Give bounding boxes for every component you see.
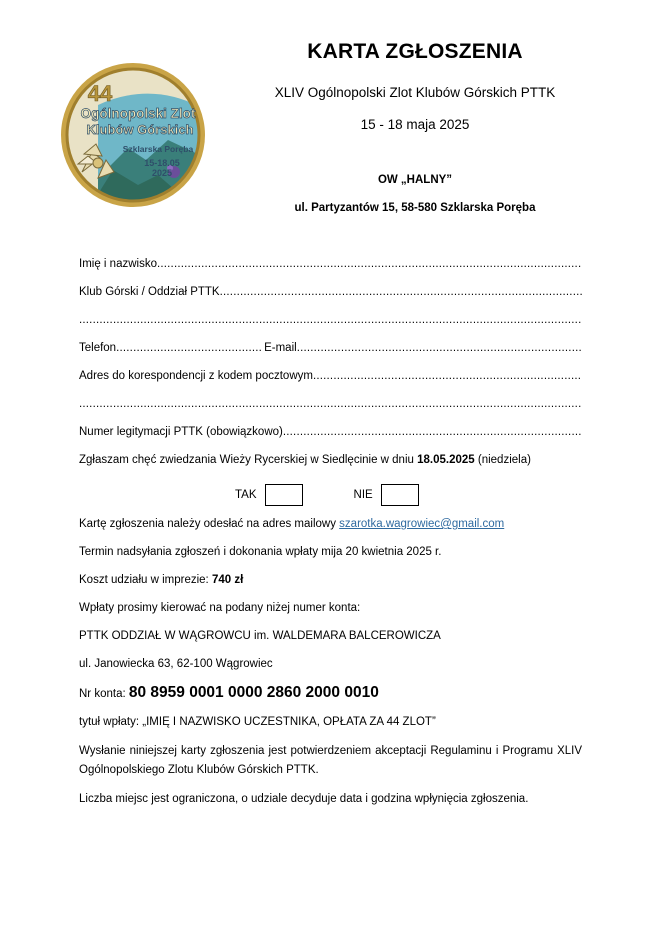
logo-dates: 15-18.05 [144, 158, 180, 168]
contact-email-link[interactable]: szarotka.wagrowiec@gmail.com [339, 518, 505, 530]
name-dotted-line[interactable] [157, 258, 582, 270]
nie-label: NIE [353, 489, 373, 501]
email-dotted-line[interactable] [297, 342, 582, 354]
payment-intro: Wpłaty prosimy kierować na podany niżej numer konta: [79, 602, 361, 614]
phone-label: Telefon [79, 342, 117, 354]
page-title: KARTA ZGŁOSZENIA [307, 40, 523, 63]
send-instruction [79, 510, 582, 538]
postal-address-dotted-line[interactable] [313, 370, 582, 382]
venue-address: ul. Partyzantów 15, 58-580 Szklarska Poręba [294, 202, 536, 214]
cost-text [79, 566, 582, 594]
tak-checkbox[interactable] [265, 484, 303, 506]
logo-line1: Ogólnopolski Zlot [80, 106, 196, 121]
postal-address-extra-dotted-line[interactable] [79, 398, 582, 410]
cost-label: Koszt udziału w imprezie: [79, 574, 212, 586]
org-name: PTTK ODDZIAŁ W WĄGROWCU im. WALDEMARA BALCEROWICZA [79, 630, 441, 642]
visit-date: 18.05.2025 [417, 454, 475, 466]
club-extra-dotted-line[interactable] [79, 314, 582, 326]
account-line [79, 678, 582, 708]
send-prefix: Kartę zgłoszenia należy odesłać na adres mailowy [79, 518, 340, 530]
logo-line2: Klubów Górskich [86, 122, 194, 137]
club-extra-field[interactable] [79, 314, 582, 342]
event-dates: 15 - 18 maja 2025 [360, 117, 470, 132]
visit-choice [79, 480, 582, 510]
email-label: E-mail [264, 342, 297, 354]
club-label: Klub Górski / Oddział PTTK [79, 286, 220, 298]
club-field[interactable] [79, 286, 582, 314]
account-number: 80 8959 0001 0000 2860 2000 0010 [128, 684, 379, 701]
postal-address-extra-field[interactable] [79, 398, 582, 426]
event-subtitle: XLIV Ogólnopolski Zlot Klubów Górskich PTTK [274, 85, 556, 100]
tak-label: TAK [235, 489, 257, 501]
transfer-title: tytuł wpłaty: „IMIĘ I NAZWISKO UCZESTNIKA, OPŁATA ZA 44 ZLOT” [79, 716, 436, 728]
org-address: ul. Janowiecka 63, 62-100 Wągrowiec [79, 658, 273, 670]
visit-suffix: (niedziela) [474, 454, 531, 466]
logo-year: 2025 [151, 168, 173, 178]
logo-number: 44 [87, 81, 113, 106]
logo-place: Szklarska Poręba [122, 144, 194, 154]
visit-text [79, 454, 531, 466]
pttk-number-field[interactable] [79, 426, 582, 454]
visit-question [79, 454, 582, 482]
form-content [79, 258, 582, 809]
deadline-text: Termin nadsyłania zgłoszeń i dokonania wpłaty mija 20 kwietnia 2025 r. [79, 546, 442, 558]
visit-prefix: Zgłaszam chęć zwiedzania Wieży Rycerskiej w Siedlęcinie w dniu [79, 454, 418, 466]
venue-name: OW „HALNY” [377, 174, 453, 186]
pttk-number-label: Numer legitymacji PTTK (obowiązkowo) [79, 426, 283, 438]
name-label: Imię i nazwisko [79, 258, 157, 270]
phone-email-field[interactable] [79, 342, 582, 370]
pttk-number-dotted-line[interactable] [283, 426, 582, 438]
postal-address-field[interactable] [79, 370, 582, 398]
club-dotted-line[interactable] [220, 286, 582, 298]
event-logo [58, 60, 208, 210]
limit-text: Liczba miejsc jest ograniczona, o udziale decyduje data i godzina wpłynięcia zgłoszenia. [79, 793, 529, 805]
cost-value: 740 zł [211, 574, 244, 586]
postal-address-label: Adres do korespondencji z kodem pocztowym [79, 370, 313, 382]
nie-checkbox[interactable] [381, 484, 419, 506]
account-label: Nr konta: [79, 688, 129, 700]
name-field[interactable] [79, 258, 582, 286]
phone-dotted-line[interactable] [116, 342, 262, 354]
acceptance-text: Wysłanie niniejszej karty zgłoszenia jest potwierdzeniem akceptacji Regulaminu i Programu XLIV Ogólnopolskiego Zlotu Klubów Górskich PTTK. [79, 745, 582, 776]
